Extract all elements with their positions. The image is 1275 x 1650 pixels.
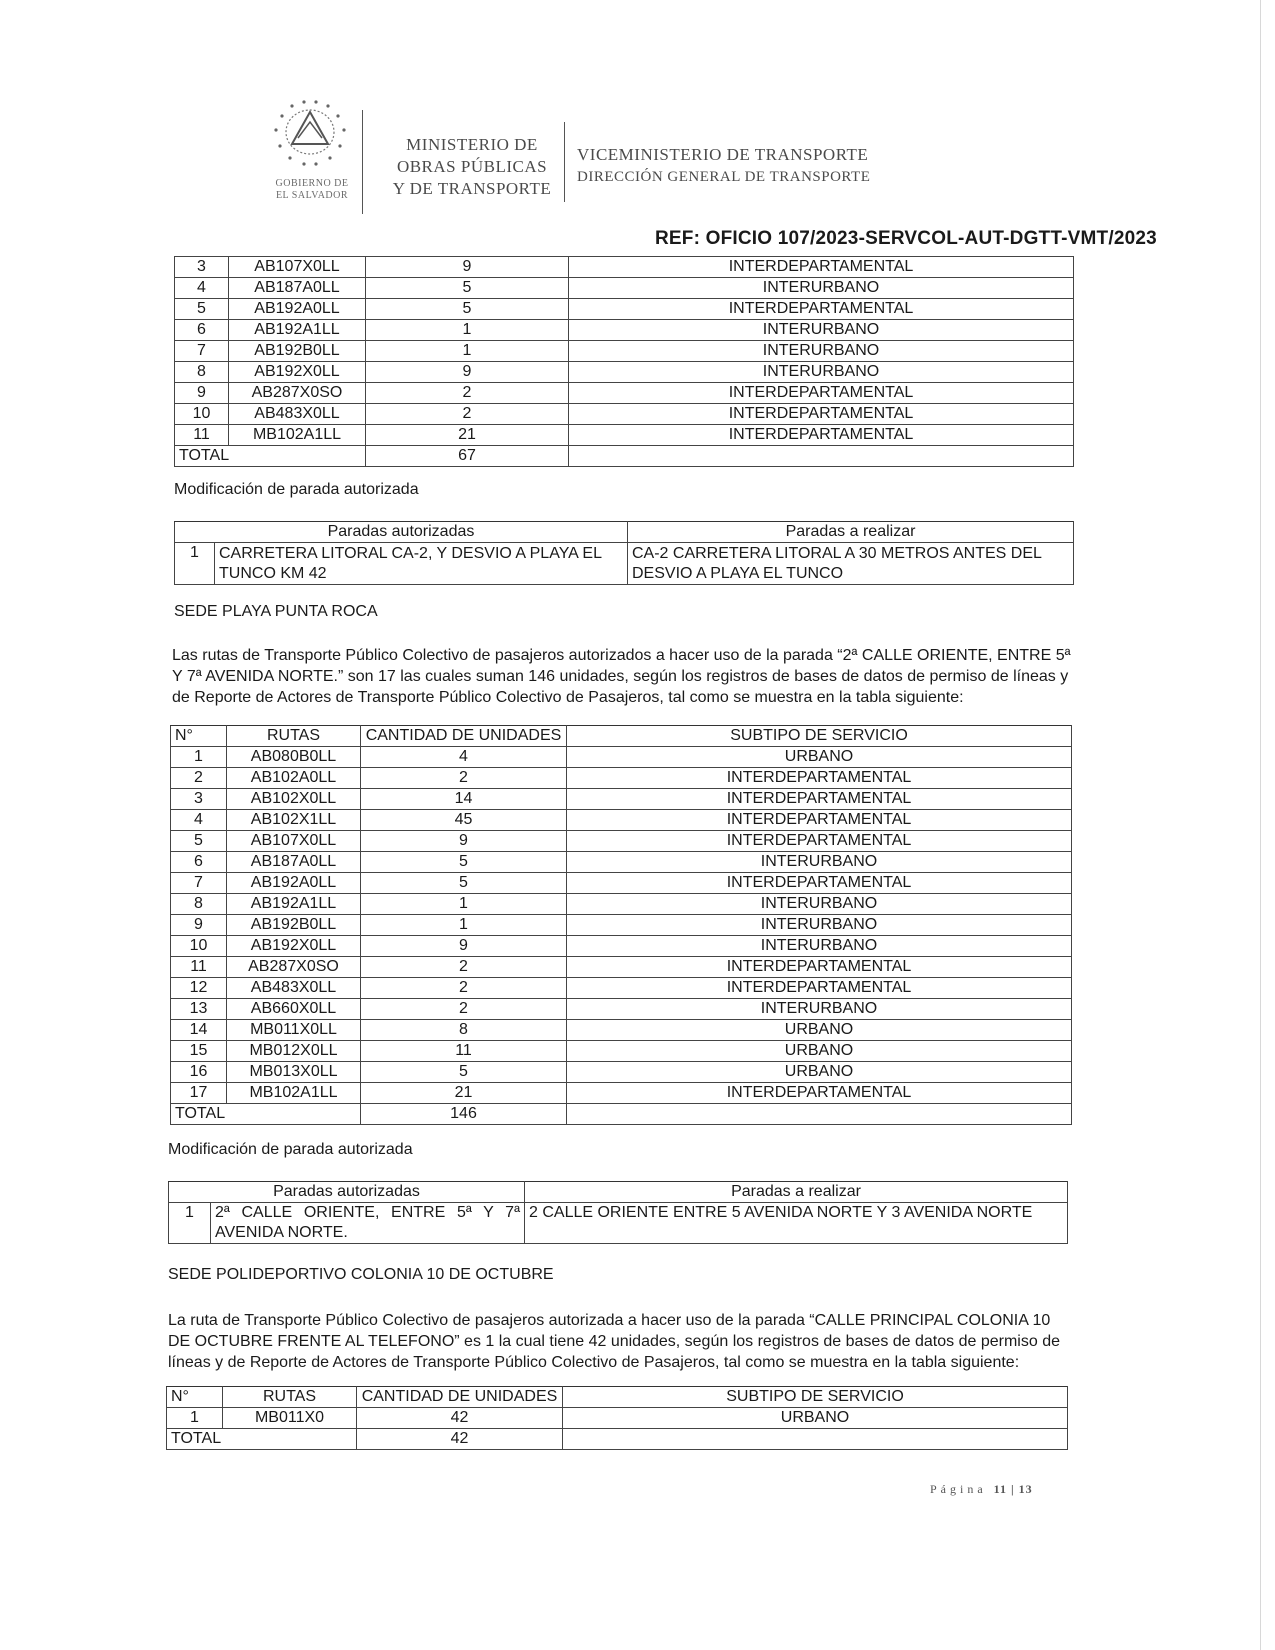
unit-count: 1: [366, 320, 569, 341]
unit-count: 2: [361, 978, 567, 999]
table-row: [175, 425, 1074, 446]
row-number: 1: [169, 1203, 211, 1244]
unit-count: 9: [366, 362, 569, 383]
table-row: [171, 789, 1072, 810]
column-header: RUTAS: [227, 726, 361, 747]
route-code: AB187A0LL: [229, 278, 366, 299]
row-number: 4: [175, 278, 229, 299]
route-code: AB187A0LL: [227, 852, 361, 873]
row-number: 13: [171, 999, 227, 1020]
table-row: [171, 1041, 1072, 1062]
unit-count: 21: [361, 1083, 567, 1104]
table-header-row: [169, 1182, 1068, 1203]
service-subtype: INTERURBANO: [567, 999, 1072, 1020]
service-subtype: INTERDEPARTAMENTAL: [569, 299, 1074, 320]
route-code: AB102X1LL: [227, 810, 361, 831]
unit-count: 42: [357, 1408, 563, 1429]
service-subtype: INTERDEPARTAMENTAL: [567, 873, 1072, 894]
table-row: [171, 1020, 1072, 1041]
ministry-line-1: MINISTERIO DE: [406, 135, 538, 154]
unit-count: 5: [361, 873, 567, 894]
service-subtype: URBANO: [567, 747, 1072, 768]
row-number: 5: [171, 831, 227, 852]
route-code: AB102X0LL: [227, 789, 361, 810]
unit-count: 1: [361, 915, 567, 936]
route-code: MB102A1LL: [229, 425, 366, 446]
service-subtype: INTERURBANO: [567, 915, 1072, 936]
route-code: AB192X0LL: [229, 362, 366, 383]
total-label: TOTAL: [175, 446, 366, 467]
unit-count: 2: [361, 957, 567, 978]
table-row: [175, 383, 1074, 404]
total-row: [167, 1429, 1068, 1450]
route-code: AB192B0LL: [229, 341, 366, 362]
route-code: MB013X0LL: [227, 1062, 361, 1083]
service-subtype: INTERDEPARTAMENTAL: [569, 383, 1074, 404]
header-divider: [362, 110, 363, 214]
unit-count: 11: [361, 1041, 567, 1062]
route-code: MB012X0LL: [227, 1041, 361, 1062]
unit-count: 9: [361, 936, 567, 957]
unit-count: 9: [361, 831, 567, 852]
route-code: AB080B0LL: [227, 747, 361, 768]
route-code: AB287X0SO: [229, 383, 366, 404]
service-subtype: INTERDEPARTAMENTAL: [567, 810, 1072, 831]
total-value: 146: [361, 1104, 567, 1125]
table-row: [175, 320, 1074, 341]
authorized-stop: 2ª CALLE ORIENTE, ENTRE 5ª Y 7ª AVENIDA NORTE.: [211, 1203, 525, 1244]
table-row: [171, 747, 1072, 768]
table-row: [171, 999, 1072, 1020]
unit-count: 2: [361, 768, 567, 789]
unit-count: 14: [361, 789, 567, 810]
row-number: 1: [171, 747, 227, 768]
stop-modification-table: [174, 521, 1074, 585]
unit-count: 5: [361, 852, 567, 873]
service-subtype: URBANO: [567, 1041, 1072, 1062]
row-number: 5: [175, 299, 229, 320]
route-code: MB102A1LL: [227, 1083, 361, 1104]
service-subtype: INTERURBANO: [567, 894, 1072, 915]
service-subtype: INTERDEPARTAMENTAL: [567, 1083, 1072, 1104]
unit-count: 4: [361, 747, 567, 768]
row-number: 6: [171, 852, 227, 873]
page-number: 11 | 13: [993, 1482, 1033, 1496]
service-subtype: INTERDEPARTAMENTAL: [569, 404, 1074, 425]
unit-count: 21: [366, 425, 569, 446]
coat-of-arms-icon: [264, 98, 360, 178]
gov-line-1: GOBIERNO DE: [275, 178, 349, 189]
column-header: CANTIDAD DE UNIDADES: [361, 726, 567, 747]
row-number: 2: [171, 768, 227, 789]
route-code: AB107X0LL: [229, 257, 366, 278]
route-code: AB107X0LL: [227, 831, 361, 852]
ministry-line-3: Y DE TRANSPORTE: [392, 179, 552, 198]
table-row: [171, 831, 1072, 852]
row-number: 7: [175, 341, 229, 362]
vice-line-1: VICEMINISTERIO DE TRANSPORTE: [577, 145, 869, 164]
row-number: 7: [171, 873, 227, 894]
unit-count: 1: [361, 894, 567, 915]
unit-count: 1: [366, 341, 569, 362]
route-code: MB011X0: [223, 1408, 357, 1429]
column-header: SUBTIPO DE SERVICIO: [563, 1387, 1068, 1408]
unit-count: 2: [366, 404, 569, 425]
ministry-line-2: OBRAS PÚBLICAS: [396, 157, 548, 176]
column-header: Paradas a realizar: [628, 522, 1074, 543]
route-code: AB102A0LL: [227, 768, 361, 789]
table-header-row: [171, 726, 1072, 747]
table-row: [171, 810, 1072, 831]
table-row: [175, 362, 1074, 383]
unit-count: 2: [366, 383, 569, 404]
table-row: [171, 915, 1072, 936]
empty-cell: [563, 1429, 1068, 1450]
vice-ministry-name: [577, 144, 937, 188]
table-row: [171, 936, 1072, 957]
service-subtype: URBANO: [567, 1020, 1072, 1041]
service-subtype: INTERDEPARTAMENTAL: [567, 768, 1072, 789]
section-title: SEDE PLAYA PUNTA ROCA: [174, 603, 378, 620]
total-value: 42: [357, 1429, 563, 1450]
column-header: Paradas a realizar: [525, 1182, 1068, 1203]
vice-line-2: DIRECCIÓN GENERAL DE TRANSPORTE: [577, 169, 871, 185]
route-code: MB011X0LL: [227, 1020, 361, 1041]
page-label: Página: [930, 1482, 987, 1496]
routes-table-continued: [174, 256, 1074, 467]
service-subtype: INTERDEPARTAMENTAL: [569, 425, 1074, 446]
unit-count: 8: [361, 1020, 567, 1041]
row-number: 6: [175, 320, 229, 341]
service-subtype: INTERURBANO: [569, 341, 1074, 362]
header-divider: [564, 122, 565, 202]
table-row: [175, 299, 1074, 320]
service-subtype: INTERURBANO: [567, 852, 1072, 873]
row-number: 10: [171, 936, 227, 957]
routes-table: [170, 725, 1072, 1125]
row-number: 12: [171, 978, 227, 999]
row-number: 9: [171, 915, 227, 936]
table-row: [175, 404, 1074, 425]
unit-count: 9: [366, 257, 569, 278]
service-subtype: INTERURBANO: [569, 320, 1074, 341]
service-subtype: URBANO: [563, 1408, 1068, 1429]
gov-line-2: EL SALVADOR: [275, 190, 349, 201]
table-row: [171, 873, 1072, 894]
stop-to-perform: CA-2 CARRETERA LITORAL A 30 METROS ANTES DEL DESVIO A PLAYA EL TUNCO: [628, 543, 1074, 585]
total-value: 67: [366, 446, 569, 467]
service-subtype: INTERURBANO: [567, 936, 1072, 957]
table-header-row: [167, 1387, 1068, 1408]
table-row: [171, 852, 1072, 873]
total-row: [175, 446, 1074, 467]
table-row: [167, 1408, 1068, 1429]
route-code: AB660X0LL: [227, 999, 361, 1020]
row-number: 9: [175, 383, 229, 404]
table-row: [171, 1062, 1072, 1083]
row-number: 15: [171, 1041, 227, 1062]
table-row: [171, 1083, 1072, 1104]
table-row: [171, 978, 1072, 999]
stop-modification-table: [168, 1181, 1068, 1244]
route-code: AB192A1LL: [227, 894, 361, 915]
table-row: [169, 1203, 1068, 1244]
table-row: [175, 341, 1074, 362]
service-subtype: URBANO: [567, 1062, 1072, 1083]
table-row: [175, 257, 1074, 278]
unit-count: 5: [361, 1062, 567, 1083]
empty-cell: [567, 1104, 1072, 1125]
total-label: TOTAL: [167, 1429, 357, 1450]
row-number: 1: [167, 1408, 223, 1429]
total-row: [171, 1104, 1072, 1125]
section-title: SEDE POLIDEPORTIVO COLONIA 10 DE OCTUBRE: [168, 1266, 554, 1283]
section-paragraph: La ruta de Transporte Público Colectivo de pasajeros autorizada a hacer uso de la parada “CALLE PRINCIPAL COLONIA 10 DE OCTUBRE FRENTE AL TELEFONO” es 1 la cual tiene 42 unidades, según los registros de bases de datos de permiso de líneas y de Reporte de Actores de Transporte Público Colectivo de Pasajeros, tal como se muestra en la tabla siguiente:: [168, 1312, 1060, 1371]
unit-count: 45: [361, 810, 567, 831]
government-label: [262, 178, 362, 202]
row-number: 1: [175, 543, 215, 585]
service-subtype: INTERDEPARTAMENTAL: [567, 957, 1072, 978]
ministry-name: [377, 134, 567, 200]
table-row: [171, 957, 1072, 978]
unit-count: 5: [366, 299, 569, 320]
route-code: AB192A0LL: [227, 873, 361, 894]
authorized-stop: CARRETERA LITORAL CA-2, Y DESVIO A PLAYA EL TUNCO KM 42: [215, 543, 628, 585]
unit-count: 5: [366, 278, 569, 299]
route-code: AB483X0LL: [227, 978, 361, 999]
letterhead: [262, 98, 962, 218]
page-footer: [930, 1482, 1033, 1497]
route-code: AB192A1LL: [229, 320, 366, 341]
row-number: 8: [171, 894, 227, 915]
row-number: 11: [175, 425, 229, 446]
route-code: AB287X0SO: [227, 957, 361, 978]
unit-count: 2: [361, 999, 567, 1020]
table-row: [171, 894, 1072, 915]
stop-to-perform: 2 CALLE ORIENTE ENTRE 5 AVENIDA NORTE Y 3 AVENIDA NORTE: [525, 1203, 1068, 1244]
table-body: [175, 257, 1074, 467]
service-subtype: INTERURBANO: [569, 278, 1074, 299]
service-subtype: INTERDEPARTAMENTAL: [567, 831, 1072, 852]
row-number: 16: [171, 1062, 227, 1083]
page-edge: [1260, 0, 1261, 1650]
service-subtype: INTERDEPARTAMENTAL: [567, 789, 1072, 810]
row-number: 11: [171, 957, 227, 978]
routes-table: [166, 1386, 1068, 1450]
column-header: SUBTIPO DE SERVICIO: [567, 726, 1072, 747]
total-label: TOTAL: [171, 1104, 361, 1125]
section-paragraph: Las rutas de Transporte Público Colectivo de pasajeros autorizados a hacer uso de la parada “2ª CALLE ORIENTE, ENTRE 5ª Y 7ª AVENIDA NORTE.” son 17 las cuales suman 146 unidades, según los registros de bases de datos de permiso de líneas y de Reporte de Actores de Transporte Público Colectivo de Pasajeros, tal como se muestra en la tabla siguiente:: [172, 647, 1071, 706]
route-code: AB192X0LL: [227, 936, 361, 957]
section-caption: Modificación de parada autorizada: [168, 1141, 413, 1158]
service-subtype: INTERDEPARTAMENTAL: [569, 257, 1074, 278]
table-row: [175, 278, 1074, 299]
table-header-row: [175, 522, 1074, 543]
column-header: RUTAS: [223, 1387, 357, 1408]
section-caption: Modificación de parada autorizada: [174, 481, 419, 498]
route-code: AB192A0LL: [229, 299, 366, 320]
service-subtype: INTERDEPARTAMENTAL: [567, 978, 1072, 999]
table-row: [171, 768, 1072, 789]
row-number: 3: [175, 257, 229, 278]
row-number: 10: [175, 404, 229, 425]
row-number: 4: [171, 810, 227, 831]
table-row: [175, 543, 1074, 585]
row-number: 14: [171, 1020, 227, 1041]
row-number: 3: [171, 789, 227, 810]
service-subtype: INTERURBANO: [569, 362, 1074, 383]
route-code: AB192B0LL: [227, 915, 361, 936]
column-header: CANTIDAD DE UNIDADES: [357, 1387, 563, 1408]
row-number: 17: [171, 1083, 227, 1104]
column-header: N°: [171, 726, 227, 747]
empty-cell: [569, 446, 1074, 467]
column-header: Paradas autorizadas: [175, 522, 628, 543]
column-header: Paradas autorizadas: [169, 1182, 525, 1203]
row-number: 8: [175, 362, 229, 383]
reference-number: REF: OFICIO 107/2023-SERVCOL-AUT-DGTT-VMT/2023: [655, 228, 1157, 249]
column-header: N°: [167, 1387, 223, 1408]
route-code: AB483X0LL: [229, 404, 366, 425]
